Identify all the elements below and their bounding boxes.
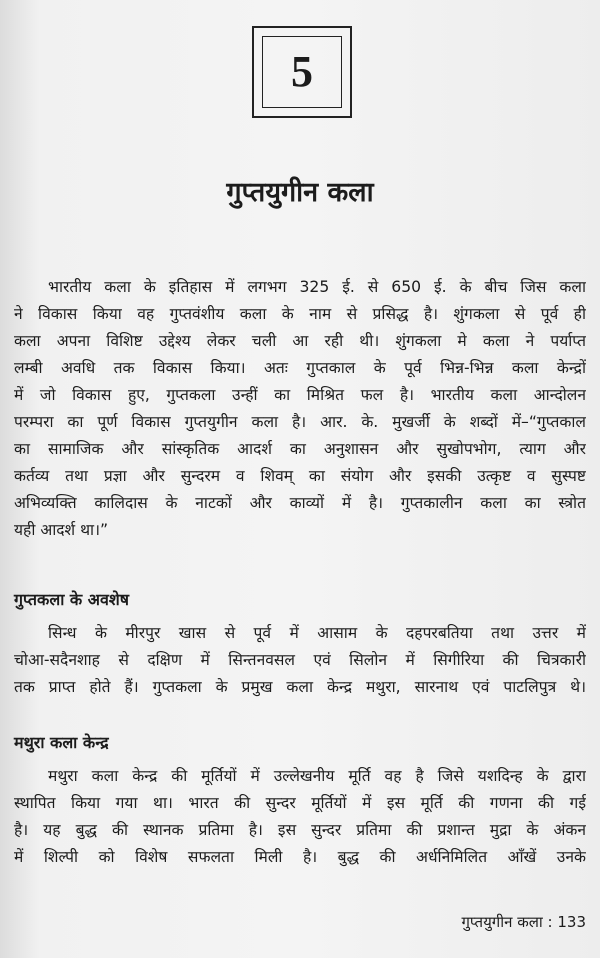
chapter-number: 5	[291, 47, 313, 96]
paragraph-line: लम्बी अवधि तक विकास किया। अतः गुप्तकाल के पूर्व भिन्न-भिन्न कला केन्द्रों	[14, 359, 586, 377]
section-heading-remains: गुप्तकला के अवशेष	[14, 590, 130, 609]
chapter-number-box	[252, 26, 352, 118]
paragraph-line: में शिल्पी को विशेष सफलता मिली है। बुद्ध की अर्धनिमिलित आँखें उनके	[14, 848, 586, 866]
page-footer-running-head: गुप्तयुगीन कला : 133	[461, 913, 586, 931]
paragraph-line: तक प्राप्त होते हैं। गुप्तकला के प्रमुख कला केन्द्र मथुरा, सारनाथ एवं पाटलिपुत्र थे।	[14, 678, 586, 696]
chapter-title: गुप्तयुगीन कला	[226, 177, 374, 208]
remains-paragraph	[14, 620, 586, 701]
paragraph-line: सिन्ध के मीरपुर खास से पूर्व में आसाम के दहपरबतिया तथा उत्तर में	[48, 624, 586, 642]
section-heading-mathura: मथुरा कला केन्द्र	[14, 733, 109, 752]
paragraph-line: परम्परा का पूर्ण विकास गुप्तयुगीन कला है। आर. के. मुखर्जी के शब्दों में–“गुप्तकाल	[14, 413, 586, 431]
paragraph-line: मथुरा कला केन्द्र की मूर्तियों में उल्लेखनीय मूर्ति वह है जिसे यशदिन्ह के द्वारा	[48, 767, 586, 785]
paragraph-line: यही आदर्श था।”	[14, 521, 109, 539]
mathura-paragraph	[14, 763, 586, 871]
paragraph-line: ने विकास किया वह गुप्तवंशीय कला के नाम से प्रसिद्ध है। शुंगकला से पूर्व ही	[14, 305, 586, 323]
paragraph-line: का सामाजिक और सांस्कृतिक आदर्श का अनुशासन और सुखोपभोग, त्याग और	[14, 440, 586, 458]
paragraph-line: चोआ-सदैनशाह से दक्षिण में सिन्तनवसल एवं सिलोन में सिगीरिया की चित्रकारी	[14, 651, 586, 669]
paragraph-line: अभिव्यक्ति कालिदास के नाटकों और काव्यों में है। गुप्तकालीन कला का स्त्रोत	[14, 494, 586, 512]
paragraph-line: स्थापित किया गया था। भारत की सुन्दर मूर्तियों में इस मूर्ति की गणना की गई	[14, 794, 586, 812]
paragraph-line: कला अपना विशिष्ट उद्देश्य लेकर चली आ रही थी। शुंगकला मे कला ने पर्याप्त	[14, 332, 586, 350]
paragraph-line: कर्तव्य तथा प्रज्ञा और सुन्दरम व शिवम् का संयोग और इसकी उत्कृष्ट व सुस्पष्ट	[14, 467, 586, 485]
paragraph-line: है। यह बुद्ध की स्थानक प्रतिमा है। इस सुन्दर प्रतिमा की प्रशान्त मुद्रा के अंकन	[14, 821, 586, 839]
paragraph-line: में जो विकास हुए, गुप्तकला उन्हीं का मिश्रित फल है। भारतीय कला आन्दोलन	[14, 386, 586, 404]
chapter-number-inner-frame	[262, 36, 342, 108]
paragraph-line: भारतीय कला के इतिहास में लगभग 325 ई. से 650 ई. के बीच जिस कला	[48, 278, 586, 296]
intro-paragraph	[14, 274, 586, 544]
